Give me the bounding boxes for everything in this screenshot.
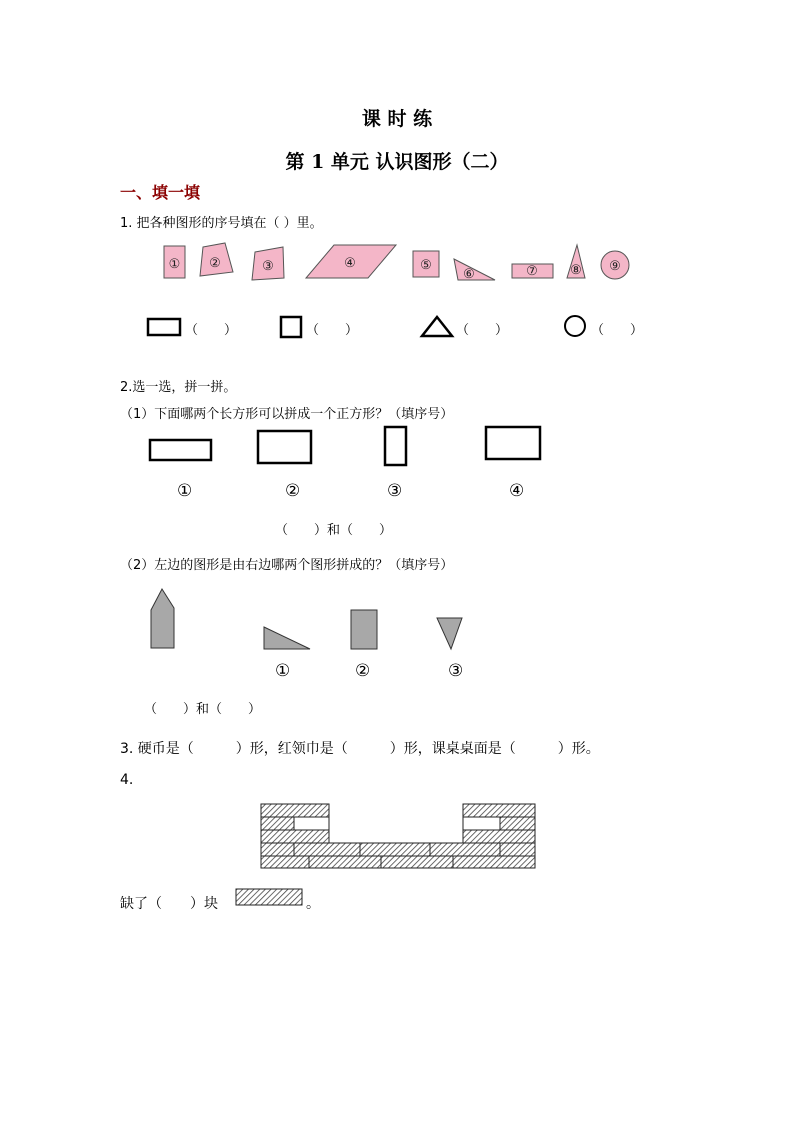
circle-answer-blank[interactable]: （ ） xyxy=(591,323,644,338)
question-4-answer[interactable]: 缺了（ ）块 xyxy=(120,896,218,912)
piece-label-3: ③ xyxy=(448,661,464,681)
part2-answer-blanks[interactable]: （ ）和（ ） xyxy=(144,702,262,717)
option-label-4: ④ xyxy=(509,481,525,501)
square-answer-blank[interactable]: （ ） xyxy=(306,323,359,338)
unit-subtitle: 第 1 单元 认识图形（二） xyxy=(285,151,509,173)
page-title: 课 时 练 xyxy=(361,108,433,130)
question-3-text: 3. 硬币是（ ）形，红领巾是（ ）形，课桌桌面是（ ）形。 xyxy=(120,741,600,757)
section-heading: 一、填一填 xyxy=(120,183,201,202)
option-label-2: ② xyxy=(285,481,301,501)
question-1-text: 1. 把各种图形的序号填在（ ）里。 xyxy=(120,216,323,231)
shape-label-5: ⑤ xyxy=(420,258,432,273)
shape-label-3: ③ xyxy=(262,259,274,274)
shape-label-8: ⑧ xyxy=(570,263,582,278)
question-2-part1: （1）下面哪两个长方形可以拼成一个正方形？（填序号） xyxy=(120,407,454,422)
shape-label-6: ⑥ xyxy=(463,267,475,282)
piece-label-2: ② xyxy=(355,661,371,681)
question-4-suffix: 。 xyxy=(306,896,320,912)
option-label-3: ③ xyxy=(387,481,403,501)
rectangle-answer-blank[interactable]: （ ） xyxy=(185,323,238,338)
shape-label-7: ⑦ xyxy=(526,264,538,279)
shape-label-9: ⑨ xyxy=(609,259,621,274)
question-2-text: 2.选一选，拼一拼。 xyxy=(120,380,237,395)
piece-label-1: ① xyxy=(275,661,291,681)
shape-label-1: ① xyxy=(168,257,181,272)
shape-label-2: ② xyxy=(209,256,221,271)
question-4-number: 4. xyxy=(120,772,134,788)
question-2-part2: （2）左边的图形是由右边哪两个图形拼成的？（填序号） xyxy=(120,558,454,573)
triangle-answer-blank[interactable]: （ ） xyxy=(456,323,509,338)
option-label-1: ① xyxy=(177,481,193,501)
shape-label-4: ④ xyxy=(344,256,356,271)
part1-answer-blanks[interactable]: （ ）和（ ） xyxy=(275,523,393,538)
